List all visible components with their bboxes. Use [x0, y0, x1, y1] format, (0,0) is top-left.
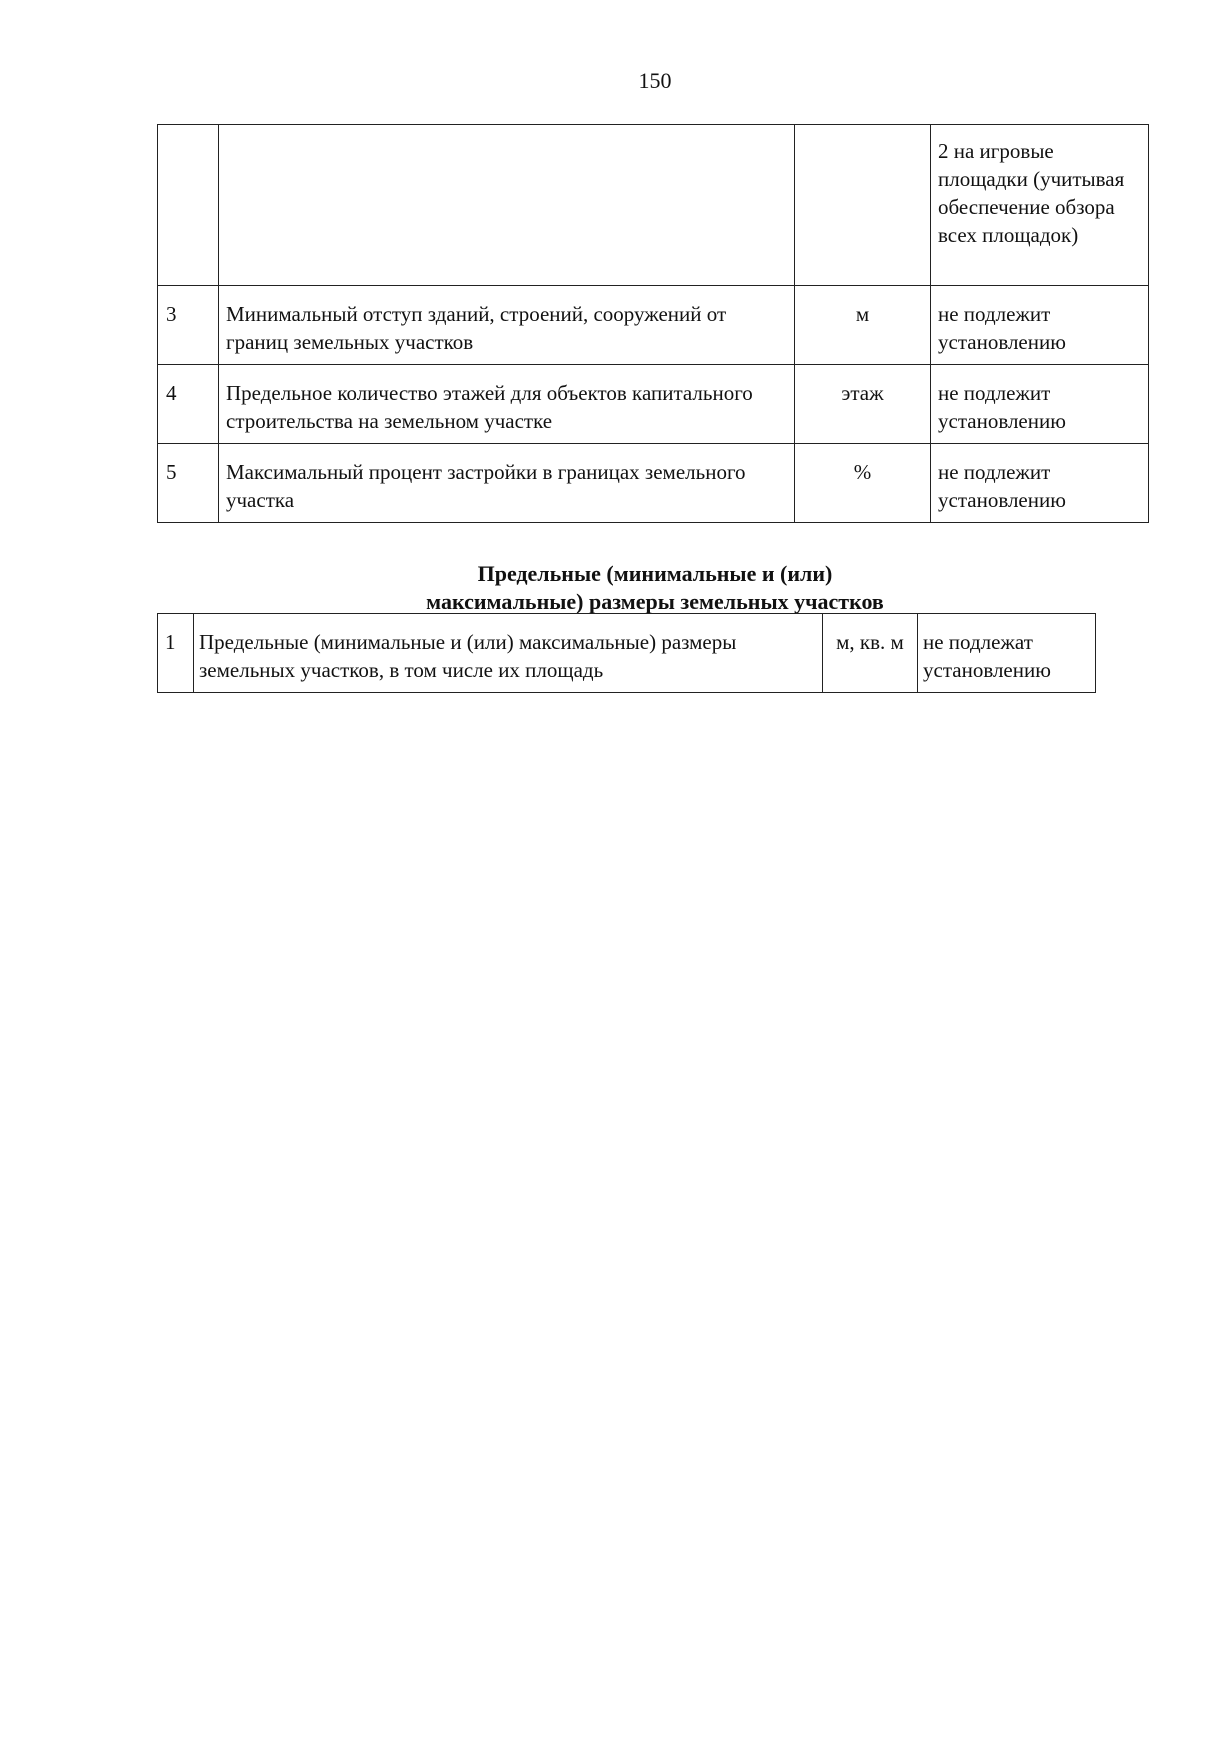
table-row	[158, 444, 1149, 523]
row-description	[219, 125, 795, 286]
table-row	[158, 125, 1149, 286]
row-description: Предельное количество этажей для объектов капитального строительства на земельном участке	[219, 365, 795, 444]
row-number	[158, 125, 219, 286]
row-value: не подлежит установлению	[931, 286, 1149, 365]
row-unit: м	[795, 286, 931, 365]
section-title-line: максимальные) размеры земельных участков	[426, 589, 884, 614]
row-value: 2 на игровые площадки (учитывая обеспечение обзора всех площадок)	[931, 125, 1149, 286]
section-title-line: Предельные (минимальные и (или)	[477, 561, 833, 586]
row-description: Минимальный отступ зданий, строений, сооружений от границ земельных участков	[219, 286, 795, 365]
row-unit: м, кв. м	[823, 614, 918, 693]
page-number: 150	[638, 68, 672, 93]
plot-sizes-table	[157, 613, 1096, 693]
row-value: не подлежит установлению	[931, 365, 1149, 444]
table-row	[158, 614, 1096, 693]
row-number: 5	[158, 444, 219, 523]
row-unit: этаж	[795, 365, 931, 444]
row-number: 4	[158, 365, 219, 444]
row-value: не подлежат установлению	[918, 614, 1096, 693]
row-unit	[795, 125, 931, 286]
row-unit: %	[795, 444, 931, 523]
row-value: не подлежит установлению	[931, 444, 1149, 523]
table-row	[158, 365, 1149, 444]
section-title	[0, 560, 1225, 616]
row-description: Максимальный процент застройки в границах земельного участка	[219, 444, 795, 523]
row-description: Предельные (минимальные и (или) максимальные) размеры земельных участков, в том числе их площадь	[194, 614, 823, 693]
row-number: 3	[158, 286, 219, 365]
row-number: 1	[158, 614, 194, 693]
requirements-table	[157, 124, 1149, 523]
table-row	[158, 286, 1149, 365]
